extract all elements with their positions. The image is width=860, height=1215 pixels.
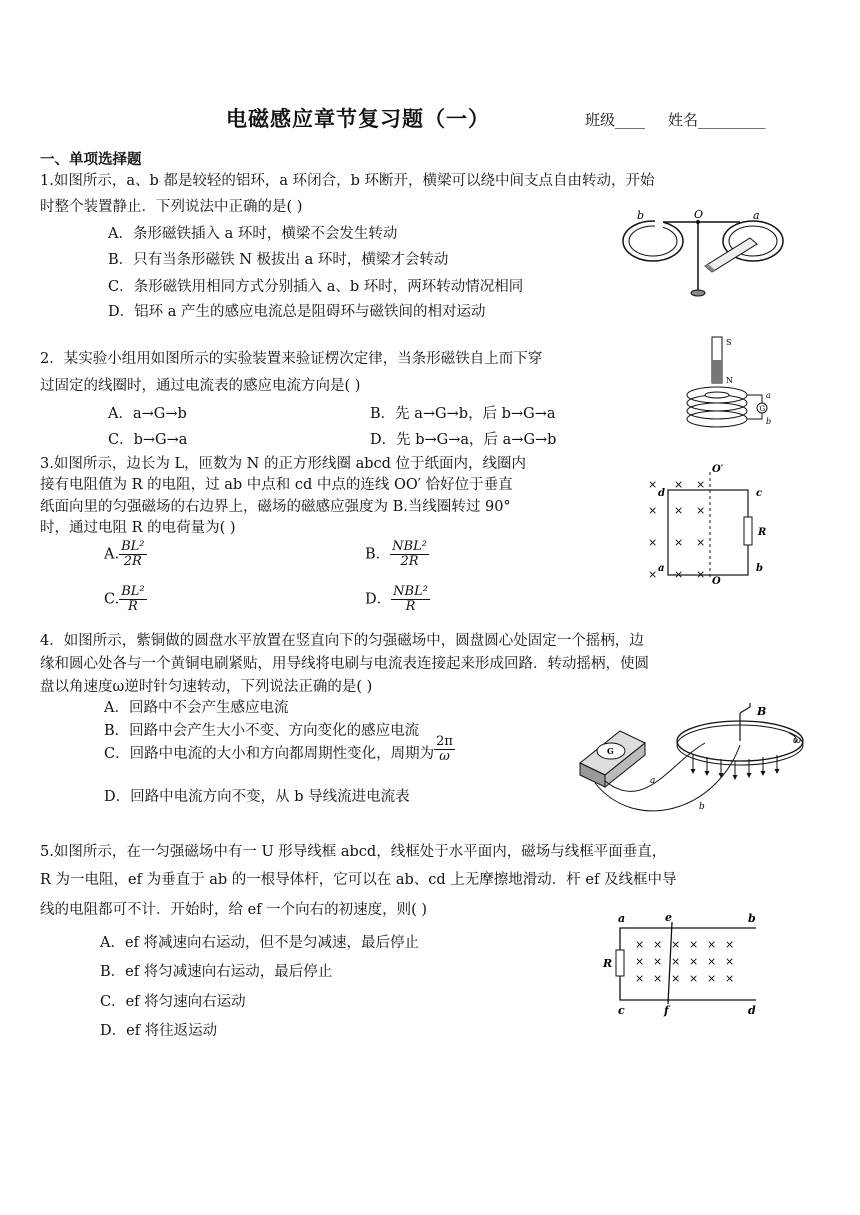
q5-field-cross-mark: × xyxy=(725,938,735,951)
q5-field-cross-mark: × xyxy=(653,972,663,985)
q5-option-c: C．ef 将匀速向右运动 xyxy=(100,994,246,1010)
q3-option-d-denominator: R xyxy=(405,599,416,614)
q3-field-cross-mark: × xyxy=(674,504,684,517)
q1-option-a: A．条形磁铁插入 a 环时，横梁不会发生转动 xyxy=(108,226,398,242)
q3-field-cross-mark: × xyxy=(696,536,706,549)
q5-fig-label-d: d xyxy=(748,1004,756,1017)
q3-option-d-label: D． xyxy=(365,591,392,608)
q4-option-d: D．回路中电流方向不变，从 b 导线流进电流表 xyxy=(104,789,410,805)
q5-fig-label-a: a xyxy=(618,912,626,925)
q1-option-d: D．铝环 a 产生的感应电流总是阻碍环与磁铁间的相对运动 xyxy=(108,304,486,320)
q2-fig-label-n: N xyxy=(726,376,733,385)
q4-field-arrowhead xyxy=(761,771,766,776)
section-heading: 一、单项选择题 xyxy=(40,152,142,168)
q5-fig-label-f: f xyxy=(664,1004,669,1017)
q1-fig-label-b: b xyxy=(637,209,645,222)
q2-fig-label-b: b xyxy=(766,417,772,426)
q1-fig-label-a: a xyxy=(753,209,760,222)
q4-field-arrowhead xyxy=(733,775,738,780)
q3-stem-line1: 3.如图所示，边长为 L，匝数为 N 的正方形线圈 abcd 位于纸面内，线圈内 xyxy=(40,456,527,472)
q5-figure-u-frame xyxy=(598,908,773,1018)
q3-option-c-label: C. xyxy=(104,591,120,608)
q5-field-cross-mark: × xyxy=(653,938,663,951)
q3-figure-square-coil xyxy=(638,462,778,588)
q5-field-cross-mark: × xyxy=(707,955,717,968)
q5-field-cross-mark: × xyxy=(689,938,699,951)
q4-option-c-numerator: 2π xyxy=(436,733,453,749)
q4-option-c-text: C．回路中电流的大小和方向都周期性变化，周期为 xyxy=(104,746,435,762)
q3-fig-label-d: d xyxy=(658,488,665,499)
q2-option-a: A．a→G→b xyxy=(108,406,187,422)
q3-option-b-fraction xyxy=(390,540,429,569)
q5-fig-label-b: b xyxy=(748,912,756,925)
q4-fig-label-g: G xyxy=(607,746,614,756)
q1-option-c: C．条形磁铁用相同方式分别插入 a、b 环时，两环转动情况相同 xyxy=(108,279,524,295)
q5-field-cross-mark: × xyxy=(707,938,717,951)
q3-fig-label-r: R xyxy=(758,527,767,538)
q3-field-cross-mark: × xyxy=(696,568,706,581)
q5-field-cross-mark: × xyxy=(671,955,681,968)
q5-fig-label-c: c xyxy=(618,1004,625,1017)
q1-fig-label-o: O xyxy=(694,208,704,221)
q3-stem-line3: 纸面向里的匀强磁场的右边界上，磁场的磁感应强度为 B.当线圈转过 90° xyxy=(40,499,511,515)
q1-stem-line2: 时整个装置静止．下列说法中正确的是( ) xyxy=(40,199,303,215)
q2-figure-coil-magnet xyxy=(682,333,782,433)
q2-option-b: B．先 a→G→b，后 b→G→a xyxy=(370,406,556,422)
q4-option-c-denominator: ω xyxy=(439,748,450,764)
q3-option-b-denominator: 2R xyxy=(400,554,419,569)
q5-field-cross-mark: × xyxy=(689,955,699,968)
q3-option-c xyxy=(104,585,147,614)
q3-option-b-numerator: NBL² xyxy=(392,539,427,554)
q4-fig-label-a: a xyxy=(650,776,656,786)
q3-field-cross-mark: × xyxy=(674,536,684,549)
q1-stem-line1: 1.如图所示，a、b 都是较轻的铝环，a 环闭合，b 环断开，横梁可以绕中间支点自由转动，开始 xyxy=(40,173,655,189)
q5-stem-line1: 5.如图所示，在一匀强磁场中有一 U 形导线框 abcd，线框处于水平面内，磁场与线框平面垂直， xyxy=(40,844,667,860)
q4-fig-label-omega: ω xyxy=(793,735,802,746)
q3-option-a-denominator: 2R xyxy=(123,554,142,569)
q3-field-cross-mark: × xyxy=(696,478,706,491)
q5-fig-label-e: e xyxy=(665,911,672,924)
q4-option-a: A．回路中不会产生感应电流 xyxy=(104,700,289,716)
q5-field-cross-mark: × xyxy=(707,972,717,985)
q3-field-cross-mark: × xyxy=(648,536,658,549)
q3-option-d xyxy=(365,585,430,614)
q3-field-cross-mark: × xyxy=(674,478,684,491)
q4-field-arrowhead xyxy=(775,769,780,774)
q3-fig-label-o-prime: O′ xyxy=(712,464,724,475)
q3-fig-label-c: c xyxy=(756,488,763,499)
q4-fig-label-b: b xyxy=(699,802,705,812)
q3-option-d-fraction xyxy=(391,585,430,614)
q5-stem-line3: 线的电阻都可不计．开始时，给 ef 一个向右的初速度，则( ) xyxy=(40,902,428,918)
q4-field-arrowhead xyxy=(747,773,752,778)
class-field-label: 班级____ xyxy=(585,111,646,129)
q3-field-cross-mark: × xyxy=(674,568,684,581)
q5-field-crosses xyxy=(635,938,734,985)
q3-fig-label-b: b xyxy=(756,563,763,574)
q3-option-c-denominator: R xyxy=(127,599,138,614)
q2-stem-line1: 2．某实验小组用如图所示的实验装置来验证楞次定律，当条形磁铁自上而下穿 xyxy=(40,351,543,367)
page-title: 电磁感应章节复习题（一） xyxy=(226,107,490,131)
q3-option-d-numerator: NBL² xyxy=(393,584,428,599)
q2-fig-label-a: a xyxy=(766,391,771,400)
q5-field-cross-mark: × xyxy=(653,955,663,968)
q3-field-crosses xyxy=(648,478,705,581)
q5-field-cross-mark: × xyxy=(671,938,681,951)
q2-stem-line2: 过固定的线圈时，通过电流表的感应电流方向是( ) xyxy=(40,378,361,394)
q3-field-cross-mark: × xyxy=(648,504,658,517)
q2-option-d: D．先 b→G→a，后 a→G→b xyxy=(370,432,557,448)
q1-option-b: B．只有当条形磁铁 N 极拔出 a 环时，横梁才会转动 xyxy=(108,252,449,268)
q5-field-cross-mark: × xyxy=(671,972,681,985)
q5-option-b: B．ef 将匀减速向右运动，最后停止 xyxy=(100,964,333,980)
q4-figure-copper-disk xyxy=(575,703,810,818)
q3-stem-line4: 时，通过电阻 R 的电荷量为( ) xyxy=(40,520,236,536)
q5-option-d: D．ef 将往返运动 xyxy=(100,1023,218,1039)
q2-fig-label-s: S xyxy=(726,338,732,347)
q2-fig-label-g: G xyxy=(759,405,766,413)
q3-option-c-numerator: BL² xyxy=(121,584,145,599)
q3-option-b-label: B． xyxy=(365,546,391,563)
q3-fig-label-o: O xyxy=(712,576,721,587)
q5-field-cross-mark: × xyxy=(725,955,735,968)
q4-stem-line3: 盘以角速度ω逆时针匀速转动，下列说法正确的是( ) xyxy=(40,679,373,695)
q3-fig-label-a: a xyxy=(658,563,665,574)
q5-stem-line2: R 为一电阻，ef 为垂直于 ab 的一根导体杆，它可以在 ab、cd 上无摩擦地滑动．杆 ef 及线框中导 xyxy=(40,872,677,888)
q4-fig-label-b-field: B xyxy=(757,705,767,718)
q5-field-cross-mark: × xyxy=(635,972,645,985)
q3-option-b xyxy=(365,540,429,569)
q3-field-cross-mark: × xyxy=(648,478,658,491)
q3-option-a-fraction xyxy=(119,540,146,569)
q3-field-cross-mark: × xyxy=(648,568,658,581)
q3-option-a xyxy=(104,540,147,569)
q3-option-a-numerator: BL² xyxy=(121,539,145,554)
q5-fig-label-r: R xyxy=(603,957,613,970)
q3-option-a-label: A. xyxy=(104,546,120,563)
q3-stem-line2: 接有电阻值为 R 的电阻，过 ab 中点和 cd 中点的连线 OO′ 恰好位于垂直 xyxy=(40,477,513,493)
q4-stem-line2: 缘和圆心处各与一个黄铜电刷紧贴，用导线将电刷与电流表连接起来形成回路．转动摇柄，使圆 xyxy=(40,656,649,672)
q4-option-c-fraction xyxy=(434,735,455,764)
q4-stem-line1: 4．如图所示，紫铜做的圆盘水平放置在竖直向下的匀强磁场中，圆盘圆心处固定一个摇柄，边 xyxy=(40,633,644,649)
name-field-label: 姓名_________ xyxy=(668,111,766,129)
q5-field-cross-mark: × xyxy=(725,972,735,985)
q5-field-cross-mark: × xyxy=(635,955,645,968)
q5-option-a: A．ef 将减速向右运动，但不是匀减速，最后停止 xyxy=(100,935,420,951)
q4-field-arrowhead xyxy=(691,769,696,774)
q4-field-arrowhead xyxy=(705,771,710,776)
q3-option-c-fraction xyxy=(119,585,146,614)
q3-field-cross-mark: × xyxy=(696,504,706,517)
q2-option-c: C．b→G→a xyxy=(108,432,188,448)
q5-field-cross-mark: × xyxy=(635,938,645,951)
q1-figure-lever-rings xyxy=(615,208,785,303)
q5-field-cross-mark: × xyxy=(689,972,699,985)
q4-option-b: B．回路中会产生大小不变、方向变化的感应电流 xyxy=(104,723,420,739)
